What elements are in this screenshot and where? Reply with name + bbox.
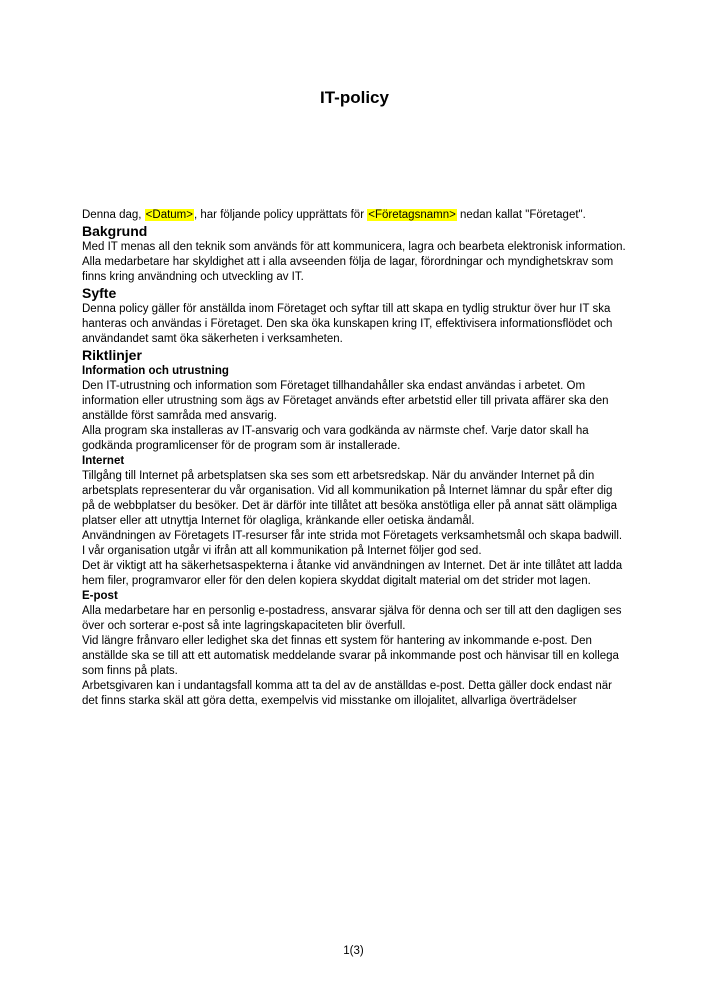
- intro-text-1: Denna dag,: [82, 209, 145, 221]
- epost-paragraph-1: Alla medarbetare har en personlig e-postadress, ansvarar själva för denna och ser till att den dagligen ses över och sorterar e-post så inte lagringskapaciteten blir överfull.: [82, 605, 622, 632]
- bakgrund-paragraph: Med IT menas all den teknik som används för att kommunicera, lagra och bearbeta elektronisk information. Alla medarbetare har skyldighet att i alla avseenden följa de lagar, förordningar och myndighetskrav som finns kring användning och utveckling av IT.: [82, 241, 626, 283]
- internet-paragraph-1: Tillgång till Internet på arbetsplatsen ska ses som ett arbetsredskap. När du använder Internet på din arbetsplats representerar du vår organisation. Vid all kommunikation på Internet lämnar du spår efter dig på de webbplatser du besöker. Det är därför inte tillåtet att besöka anstötliga eller på annat sätt olämpliga platser eller att utnyttja Internet för olagliga, kränkande eller oetiska ändamål.: [82, 470, 618, 527]
- subsection-heading-epost: E-post: [82, 590, 118, 602]
- page-number: 1(3): [343, 945, 364, 957]
- page-title: IT-policy: [320, 88, 389, 107]
- document-content: [82, 0, 627, 709]
- section-heading-riktlinjer: Riktlinjer: [82, 347, 142, 363]
- company-name-placeholder: <Företagsnamn>: [368, 209, 456, 221]
- intro-text-3: nedan kallat "Företaget".: [456, 209, 586, 221]
- information-paragraph-1: Den IT-utrustning och information som Företaget tillhandahåller ska endast användas i arbetet. Om information eller utrustning som ägs av Företaget används efter arbetstid eller till privata affärer ska den anställde först samråda med ansvarig.: [82, 380, 609, 422]
- section-heading-syfte: Syfte: [82, 285, 117, 301]
- date-placeholder: <Datum>: [145, 209, 193, 221]
- section-heading-bakgrund: Bakgrund: [82, 223, 148, 239]
- subsection-heading-information-och-utrustning: Information och utrustning: [82, 365, 229, 377]
- subsection-heading-internet: Internet: [82, 455, 125, 467]
- information-paragraph-2: Alla program ska installeras av IT-ansvarig och vara godkända av närmste chef. Varje dator skall ha godkända programlicenser för de program som är installerade.: [82, 425, 589, 452]
- syfte-paragraph: Denna policy gäller för anställda inom Företaget och syftar till att skapa en tydlig struktur över hur IT ska hanteras och användas i Företaget. Den ska öka kunskapen kring IT, effektivisera informationsflödet och användandet samt öka säkerheten i verksamheten.: [82, 303, 613, 345]
- intro-text-2: , har följande policy upprättats för: [193, 209, 368, 221]
- epost-paragraph-3: Arbetsgivaren kan i undantagsfall komma att ta del av de anställdas e-post. Detta gäller dock endast när det finns starka skäl att göra detta, exempelvis vid misstanke om illojalitet, allvarliga överträdelser: [82, 680, 612, 707]
- internet-paragraph-3: Det är viktigt att ha säkerhetsaspekterna i åtanke vid användningen av Internet. Det är inte tillåtet att ladda hem filer, programvaror eller för den delen kopiera skyddat digitalt material om det strider mot lagen.: [82, 560, 623, 587]
- epost-paragraph-2: Vid längre frånvaro eller ledighet ska det finnas ett system för hantering av inkommande e-post. Den anställde ska se till att ett automatisk meddelande svarar på inkommande post och hänvisar till en kollega som finns på plats.: [82, 635, 619, 677]
- intro-paragraph: [82, 208, 627, 223]
- internet-paragraph-2: Användningen av Företagets IT-resurser får inte strida mot Företagets verksamhetsmål och skapa badwill. I vår organisation utgår vi ifrån att all kommunikation på Internet följer god sed.: [82, 530, 623, 557]
